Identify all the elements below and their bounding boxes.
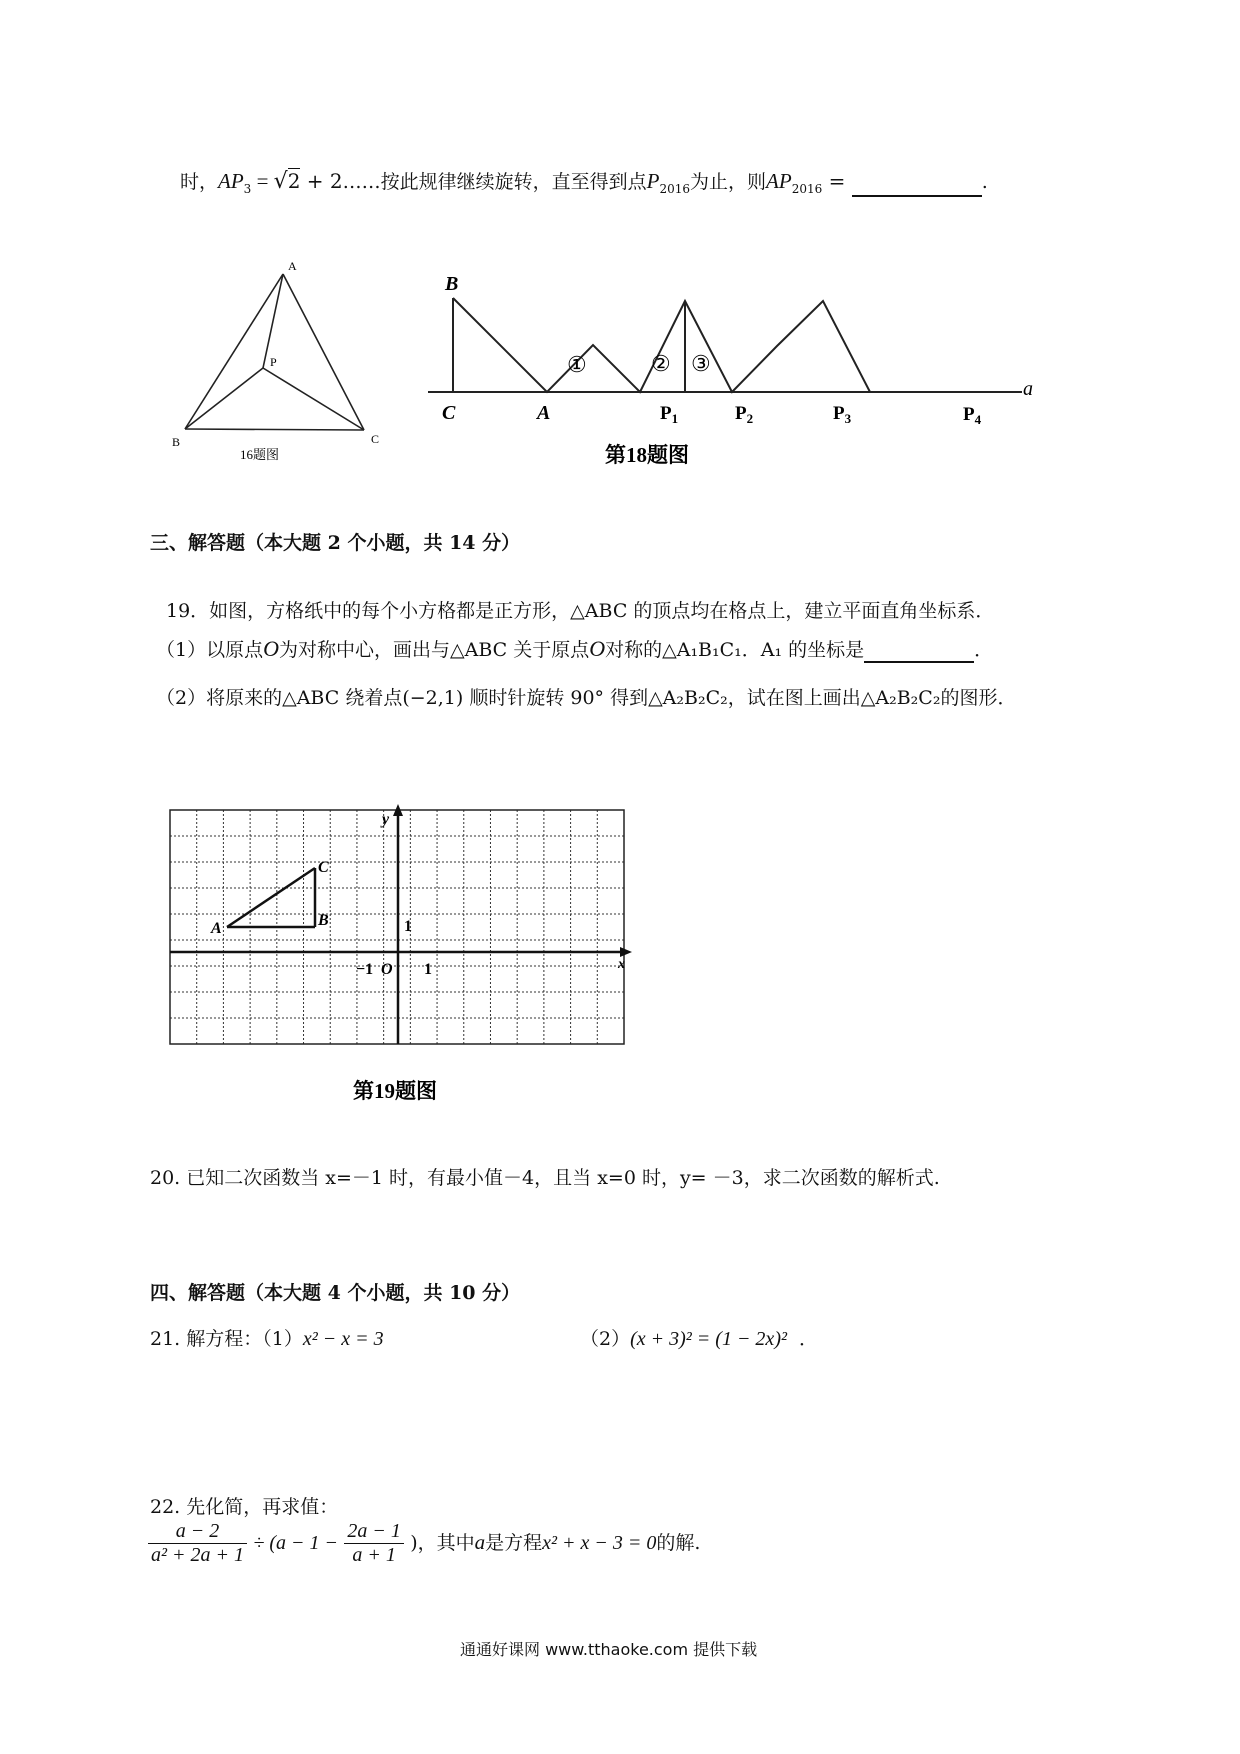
fig19-caption: 第19题图 bbox=[353, 1079, 437, 1103]
q18-sub3: 3 bbox=[243, 182, 252, 196]
q19-line2b: 为对称中心，画出与△ABC 关于原点 bbox=[278, 639, 590, 661]
q22-label: 22. 先化简，再求值： bbox=[150, 1496, 339, 1518]
q18-sub2016b: 2016 bbox=[791, 182, 823, 196]
fig16-label-c: C bbox=[371, 432, 380, 446]
figure-18 bbox=[420, 270, 1040, 470]
q18-p: P bbox=[646, 169, 660, 193]
fig19-label-x: x bbox=[618, 957, 625, 972]
fig18-circle-1: ① bbox=[567, 352, 587, 377]
q22-text: 是方程 bbox=[485, 1532, 543, 1554]
q19-answer-blank[interactable] bbox=[864, 641, 974, 663]
fig16-label-p: P bbox=[270, 355, 277, 369]
q22-num2: 2a − 1 bbox=[344, 1520, 404, 1544]
q19-line-3: （2）将原来的△ABC 绕着点(−2,1) 顺时针旋转 90° 得到△A₂B₂C₂，试在图上画出△A₂B₂C₂的图形． bbox=[156, 687, 1017, 709]
fig19-label-b: B bbox=[318, 912, 329, 929]
fig18-circle-3: ③ bbox=[691, 351, 711, 376]
q18-end: . bbox=[981, 171, 988, 193]
q21-eq1: x² − x = 3 bbox=[302, 1328, 384, 1350]
fig18-label-c: C bbox=[442, 402, 456, 424]
fig16-triangle bbox=[185, 274, 364, 430]
q18-ap: AP bbox=[766, 169, 792, 193]
q21-part2 bbox=[580, 1326, 818, 1352]
figure-19-grid bbox=[160, 800, 640, 1120]
fig18-label-p1: $P_1$ bbox=[660, 403, 679, 426]
fig18-label-p3: $P_3$ bbox=[833, 403, 852, 426]
figure-16 bbox=[160, 250, 390, 465]
q22-eq: x² + x − 3 = 0 bbox=[542, 1532, 657, 1554]
fig19-label-one-x: 1 bbox=[424, 961, 432, 978]
q18-plus2: + 2 bbox=[300, 169, 343, 193]
fig19-label-y: y bbox=[382, 811, 390, 828]
q19-line-1: 19．如图，方格纸中的每个小方格都是正方形，△ABC 的顶点均在格点上，建立平面直角坐标系． bbox=[166, 600, 995, 622]
fig19-label-c: C bbox=[318, 859, 329, 876]
q22-den1: a² + 2a + 1 bbox=[151, 1544, 244, 1566]
q19-o2: O bbox=[589, 636, 606, 661]
q18-ap3: AP bbox=[218, 169, 244, 193]
fig16-label-a: A bbox=[288, 259, 297, 273]
fig18-caption: 第18题图 bbox=[605, 443, 689, 467]
fig18-label-b: B bbox=[445, 273, 459, 295]
q18-sub2016: 2016 bbox=[659, 182, 691, 196]
fig19-label-a: A bbox=[211, 920, 222, 937]
q19-line-2 bbox=[156, 636, 993, 663]
q19-line2end: ． bbox=[974, 639, 994, 661]
fig19-triangle-abc bbox=[227, 868, 315, 927]
q18-eq: = bbox=[251, 169, 274, 193]
q22-a: a bbox=[474, 1530, 486, 1554]
fig18-circle-2: ② bbox=[651, 351, 671, 376]
fig19-label-neg1: −1 bbox=[356, 961, 374, 978]
q22-expression bbox=[148, 1520, 700, 1567]
q21-end: ． bbox=[798, 1328, 818, 1350]
page-footer: 通通好课网 www.tthaoke.com 提供下载 bbox=[460, 1640, 758, 1659]
q21-label: 21. 解方程：（1） bbox=[150, 1328, 303, 1350]
q22-frac-1 bbox=[148, 1520, 247, 1567]
q22-den2: a + 1 bbox=[352, 1544, 396, 1566]
q21-eq2: (x + 3)² = (1 − 2x)² bbox=[630, 1328, 787, 1350]
q18-tail-line bbox=[180, 168, 988, 197]
section-3-heading: 三、解答题（本大题 2 个小题，共 14 分） bbox=[150, 532, 521, 554]
q20-text: 20. 已知二次函数当 x=－1 时，有最小值－4，且当 x=0 时，y= －3，求二次函数的解析式. bbox=[150, 1167, 940, 1189]
q21-line bbox=[150, 1326, 384, 1352]
section-4-heading: 四、解答题（本大题 4 个小题，共 10 分） bbox=[150, 1282, 521, 1304]
q18-eq2: = bbox=[822, 169, 852, 193]
fig18-label-p4: $P_4$ bbox=[963, 404, 982, 427]
fig16-label-b: B bbox=[172, 435, 181, 449]
q18-text2: 为止，则 bbox=[690, 171, 767, 193]
fig16-caption: 16题图 bbox=[240, 447, 280, 462]
fig18-lines bbox=[428, 298, 1022, 392]
q22-frac-2 bbox=[344, 1520, 404, 1567]
q19-line2a: （1）以原点 bbox=[156, 639, 264, 661]
q18-answer-blank[interactable] bbox=[852, 175, 982, 197]
q18-prefix: 时， bbox=[180, 171, 219, 193]
q22-end: 的解. bbox=[656, 1532, 701, 1554]
q21-part2-label: （2） bbox=[580, 1328, 631, 1350]
fig18-label-line-a: a bbox=[1023, 378, 1033, 400]
q22-div: ÷ (a − 1 − bbox=[253, 1532, 338, 1554]
sqrt-icon: √ bbox=[273, 169, 288, 194]
q19-o: O bbox=[263, 636, 279, 661]
q22-close: )，其中 bbox=[410, 1532, 475, 1554]
fig19-label-o: O bbox=[381, 961, 393, 978]
fig18-label-p2: $P_2$ bbox=[735, 403, 754, 426]
fig19-label-one-y: 1 bbox=[404, 918, 412, 935]
x-axis-arrow-icon bbox=[620, 947, 632, 957]
q22-num1: a − 2 bbox=[148, 1520, 247, 1544]
q18-sqrt-val: 2 bbox=[287, 169, 301, 193]
q19-line2c: 对称的△A₁B₁C₁．A₁ 的坐标是 bbox=[605, 639, 865, 661]
q18-text1: ……按此规律继续旋转，直至得到点 bbox=[342, 171, 647, 193]
fig18-label-a: A bbox=[537, 402, 551, 424]
